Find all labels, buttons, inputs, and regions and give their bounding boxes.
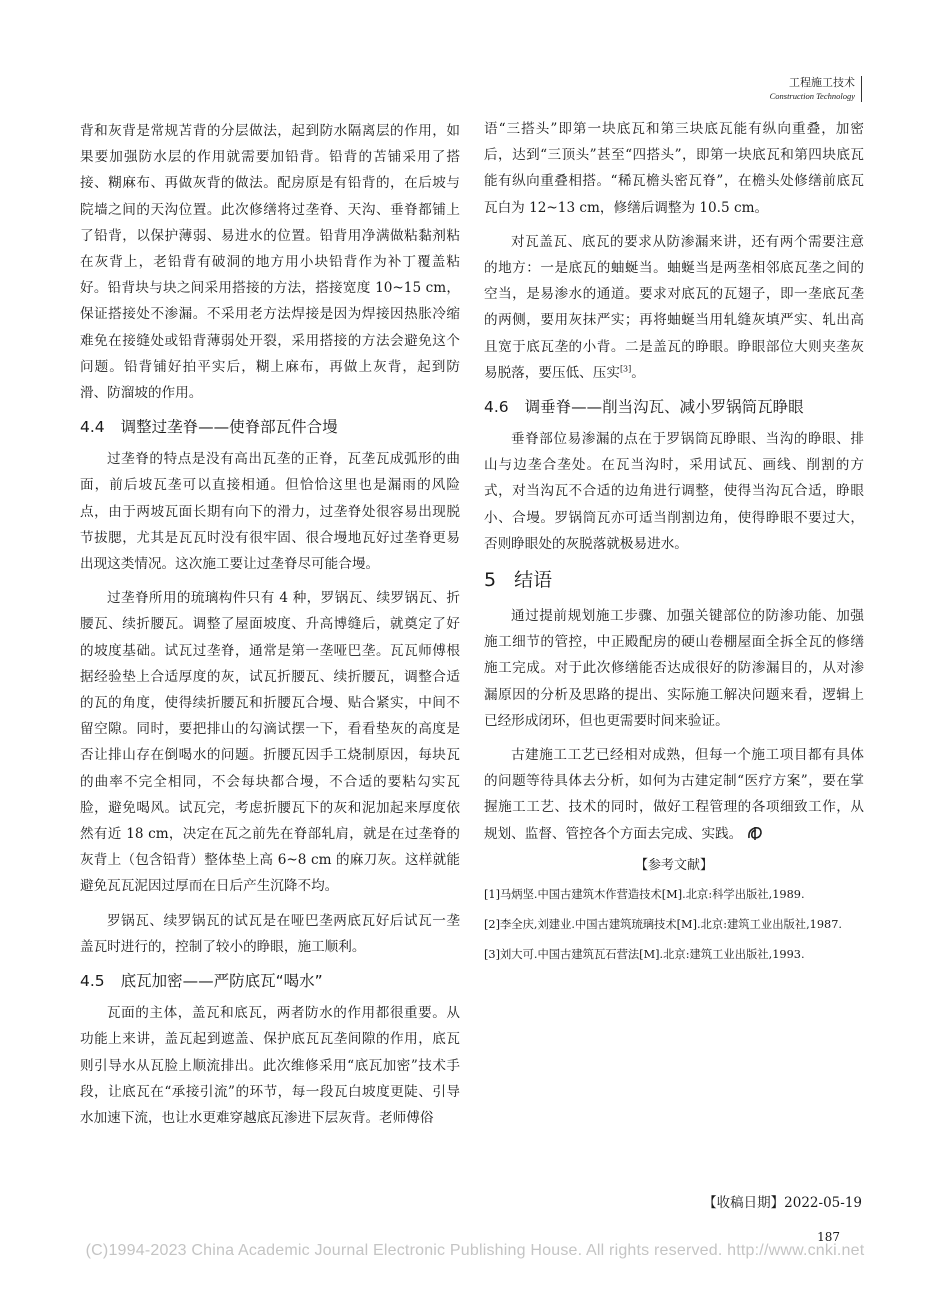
paragraph	[80, 585, 460, 899]
paragraph	[484, 742, 864, 847]
paragraph-text: 罗锅瓦、续罗锅瓦的试瓦是在哑巴垄两底瓦好后试瓦一垄盖瓦时进行的，控制了较小的睁眼，施工顺利。	[80, 912, 460, 955]
section-heading	[484, 394, 864, 420]
paragraph	[80, 118, 460, 406]
section-heading	[80, 414, 460, 440]
section-number: 4.4	[80, 418, 105, 437]
section-number: 4.6	[484, 398, 509, 417]
paragraph	[80, 446, 460, 577]
section-heading	[484, 565, 864, 595]
section-title: 调整过垄脊——使脊部瓦件合墁	[120, 418, 338, 437]
paragraph-text: 古建施工工艺已经相对成熟，但每一个施工项目都有具体的问题等待具体去分析，如何为古建定制“医疗方案”，要在掌握施工工艺、技术的同时，做好工程管理的各项细致工作，从规划、监督、管控各个方面去完成、实践。	[484, 747, 864, 842]
end-of-article-icon	[746, 825, 764, 841]
paragraph-text: 通过提前规划施工步骤、加强关键部位的防渗功能、加强施工细节的管控，中正殿配房的硬山卷棚屋面全拆全瓦的修缮施工完成。对于此次修缮能否达成很好的防渗漏目的，从对渗漏原因的分析及思路的提出、实际施工解决问题来看，逻辑上已经形成闭环，但也更需要时间来验证。	[484, 608, 864, 729]
paragraph-text: 语“三搭头”即第一块底瓦和第三块底瓦能有纵向重叠，加密后，达到“三顶头”甚至“四搭头”，即第一块底瓦和第四块底瓦能有纵向重叠相搭。“稀瓦檐头密瓦脊”，在檐头处修缮前底瓦瓦白为 12~13 cm，修缮后调整为 10.5 cm。	[484, 121, 864, 216]
section-title: 底瓦加密——严防底瓦“喝水”	[120, 972, 323, 991]
paragraph	[484, 603, 864, 734]
paragraph-text: 过垄脊的特点是没有高出瓦垄的正脊，瓦垄瓦成弧形的曲面，前后坡瓦垄可以直接相通。但恰恰这里也是漏雨的风险点，由于两坡瓦面长期有向下的滑力，过垄脊处很容易出现脱节拔腮，尤其是瓦瓦时没有很牢固、很合墁地瓦好过垄脊更易出现这类情况。这次施工要让过垄脊尽可能合墁。	[80, 451, 460, 573]
right-column	[484, 116, 864, 973]
paragraph-text: 对瓦盖瓦、底瓦的要求从防渗漏来讲，还有两个需要注意的地方：一是底瓦的蚰蜒当。蚰蜒当是两垄相邻底瓦垄之间的空当，是易渗水的通道。要求对底瓦的瓦翅子，即一垄底瓦垄的两侧，要用灰抹严实；再将蚰蜒当用轧缝灰填严实、轧出高且宽于底瓦垄的小背。二是盖瓦的睁眼。睁眼部位大则夹垄灰易脱落，要压低、压实	[484, 233, 864, 381]
paragraph-text: 瓦面的主体，盖瓦和底瓦，两者防水的作用都很重要。从功能上来讲，盖瓦起到遮盖、保护底瓦瓦垄间隙的作用，底瓦则引导水从瓦脸上顺流排出。此次维修采用“底瓦加密”技术手段，让底瓦在“承接引流”的环节，每一段瓦白坡度更陡、引导水加速下流，也让水更难穿越底瓦渗进下层灰背。老师傅俗	[80, 1005, 460, 1126]
received-date: 【收稿日期】2022-05-19	[703, 1195, 862, 1211]
journal-title-en: Construction Technology	[769, 91, 855, 101]
citation-mark: [3]	[619, 364, 632, 374]
paragraph-text: 垂脊部位易渗漏的点在于罗锅筒瓦睁眼、当沟的睁眼、排山与边垄合垄处。在瓦当沟时，采用试瓦、画线、削割的方式，对当沟瓦不合适的边角进行调整，使得当沟瓦合适，睁眼小、合墁。罗锅筒瓦亦可适当削割边角，使得睁眼不要过大，否则睁眼处的灰脱落就极易进水。	[484, 431, 864, 552]
journal-header	[770, 76, 862, 102]
reference-item: [3]刘大可.中国古建筑瓦石营法[M].北京:建筑工业出版社,1993.	[484, 947, 805, 961]
paragraph	[484, 229, 864, 386]
page-number: 187	[817, 1230, 840, 1244]
journal-title-cn: 工程施工技术	[789, 76, 855, 89]
section-title: 结语	[514, 569, 553, 592]
reference-item: [1]马炳坚.中国古建筑木作营造技术[M].北京:科学出版社,1989.	[484, 887, 805, 901]
reference-item: [2]李全庆,刘建业.中国古建筑琉璃技术[M].北京:建筑工业出版社,1987.	[484, 917, 843, 931]
section-number: 5	[484, 569, 497, 592]
references-title: 【参考文献】	[634, 857, 713, 873]
paragraph	[484, 116, 864, 221]
copyright-footer: (C)1994-2023 China Academic Journal Electronic Publishing House. All rights reserved. http://www.cnki.net	[85, 1242, 865, 1259]
paragraph	[484, 426, 864, 557]
left-column	[80, 118, 460, 1139]
paragraph	[80, 1000, 460, 1131]
section-heading	[80, 968, 460, 994]
paragraph-text: 背和灰背是常规苫背的分层做法，起到防水隔离层的作用，如果要加强防水层的作用就需要加铅背。铅背的苫铺采用了搭接、糊麻布、再做灰背的做法。配房原是有铅背的，在后坡与院墙之间的天沟位置。此次修缮将过垄脊、天沟、垂脊都铺上了铅背，以保护薄弱、易进水的位置。铅背用净满做粘黏剂粘在灰背上，老铅背有破洞的地方用小块铅背作为补丁覆盖粘好。铅背块与块之间采用搭接的方法，搭接宽度 10~15 cm，保证搭接处不渗漏。不采用老方法焊接是因为焊接因热胀冷缩难免在接缝处或铅背薄弱处开裂，采用搭接的方法会避免这个问题。铅背铺好拍平实后，糊上麻布，再做上灰背，起到防滑、防溜坡的作用。	[80, 123, 460, 402]
section-title: 调垂脊——削当沟瓦、减小罗锅筒瓦睁眼	[524, 398, 804, 417]
paragraph	[80, 908, 460, 960]
section-number: 4.5	[80, 972, 105, 991]
paragraph-tail: 。	[631, 364, 645, 381]
paragraph-text: 过垄脊所用的琉璃构件只有 4 种，罗锅瓦、续罗锅瓦、折腰瓦、续折腰瓦。调整了屋面坡度、升高博缝后，就奠定了好的坡度基础。试瓦过垄脊，通常是第一垄哑巴垄。瓦瓦师傅根据经验垫上合适厚度的灰，试瓦折腰瓦、续折腰瓦，调整合适的瓦的角度，使得续折腰瓦和折腰瓦合墁、贴合紧实，中间不留空隙。同时，要把排山的勾滴试摆一下，看看垫灰的高度是否让排山存在倒喝水的问题。折腰瓦因手工烧制原因，每块瓦的曲率不完全相同，不会每块都合墁，不合适的要粘勾实瓦脸，避免喝风。试瓦完，考虑折腰瓦下的灰和泥加起来厚度依然有近 18 cm，决定在瓦之前先在脊部轧肩，就是在过垄脊的灰背上（包含铅背）整体垫上高 6~8 cm 的麻刀灰。这样就能避免瓦瓦泥因过厚而在日后产生沉降不均。	[80, 590, 460, 895]
